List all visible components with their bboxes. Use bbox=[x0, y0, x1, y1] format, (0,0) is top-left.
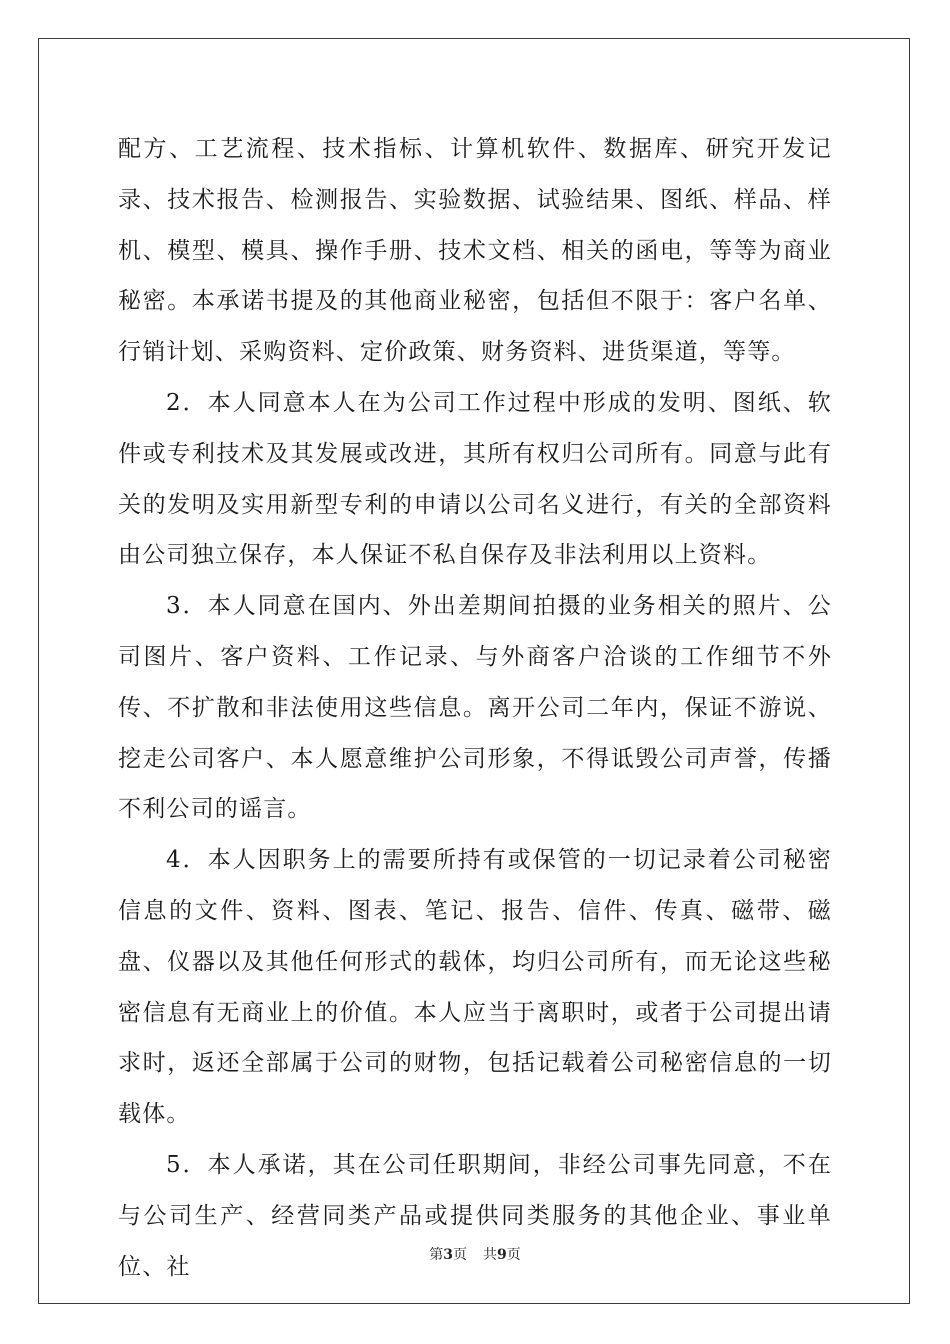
page-suffix: 页 bbox=[453, 1247, 467, 1263]
paragraph-5: 5．本人承诺，其在公司任职期间，非经公司事先同意，不在与公司生产、经营同类产品或提供同类服务的其他企业、事业单位、社 bbox=[118, 1151, 832, 1280]
page-number: 3 bbox=[443, 1247, 453, 1263]
paragraph-2: 2．本人同意本人在为公司工作过程中形成的发明、图纸、软件或专利技术及其发展或改进，其所有权归公司所有。同意与此有关的发明及实用新型专利的申请以公司名义进行，有关的全部资料由公司独立保存，本人保证不私自保存及非法利用以上资料。 bbox=[118, 389, 832, 569]
total-prefix: 共 bbox=[483, 1247, 497, 1263]
paragraph-1: 配方、工艺流程、技术指标、计算机软件、数据库、研究开发记录、技术报告、检测报告、实验数据、试验结果、图纸、样品、样机、模型、模具、操作手册、技术文档、相关的函电，等等为商业秘密。本承诺书提及的其他商业秘密，包括但不限于：客户名单、行销计划、采购资料、定价政策、财务资料、进货渠道，等等。 bbox=[118, 136, 832, 366]
total-suffix: 页 bbox=[506, 1247, 521, 1263]
paragraph-4: 4．本人因职务上的需要所持有或保管的一切记录着公司秘密信息的文件、资料、图表、笔记、报告、信件、传真、磁带、磁盘、仪器以及其他任何形式的载体，均归公司所有，而无论这些秘密信息有无商业上的价值。本人应当于离职时，或者于公司提出请求时，返还全部属于公司的财物，包括记载着公司秘密信息的一切载体。 bbox=[118, 847, 832, 1128]
page-footer bbox=[0, 1244, 950, 1264]
paragraph-3: 3．本人同意在国内、外出差期间拍摄的业务相关的照片、公司图片、客户资料、工作记录、与外商客户洽谈的工作细节不外传、不扩散和非法使用这些信息。离开公司二年内，保证不游说、挖走公司客户、本人愿意维护公司形象，不得诋毁公司声誉，传播不利公司的谣言。 bbox=[118, 593, 832, 823]
total-pages: 9 bbox=[497, 1247, 507, 1263]
page-prefix: 第 bbox=[429, 1247, 444, 1263]
document-body bbox=[118, 124, 832, 1292]
